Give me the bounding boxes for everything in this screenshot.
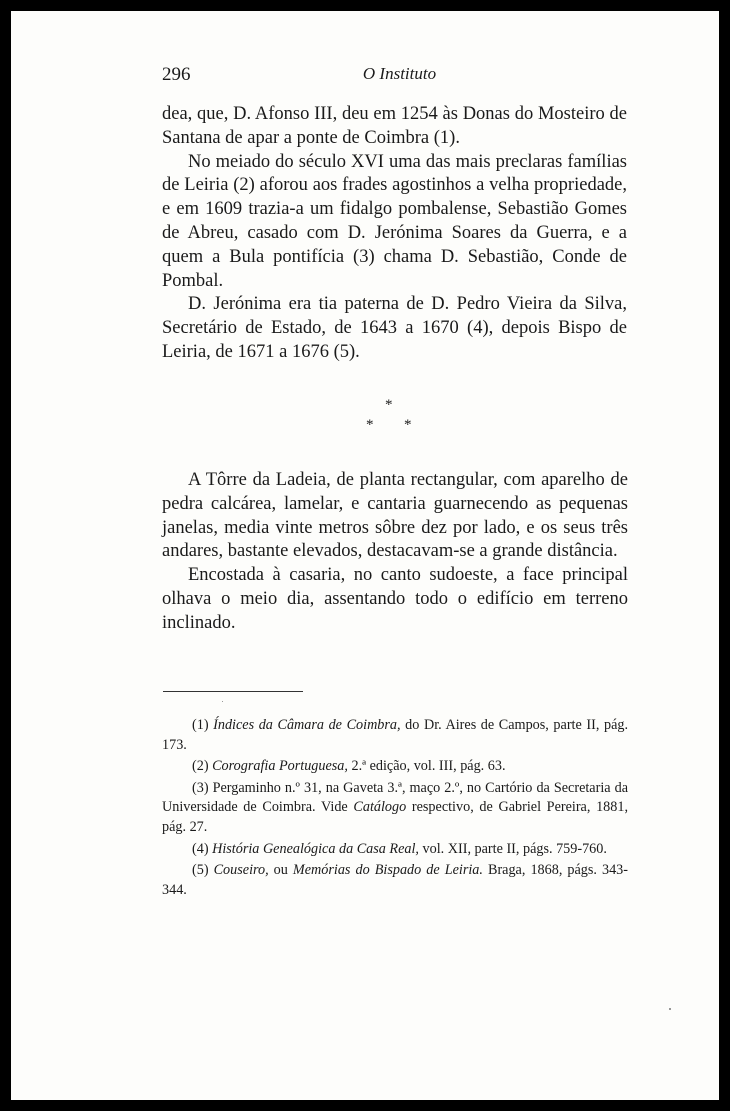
book-page [11,11,719,1100]
footnote [162,861,628,900]
footnote-marker: (3) [192,779,209,796]
paragraph-orientation: Encostada à casaria, no canto sudoeste, a face principal olhava o meio dia, assentando todo o edifício em terreno inclinado. [162,565,628,633]
section-asterism [366,397,416,443]
asterism-star: * [404,417,412,433]
page-number: 296 [162,64,191,85]
footnote-text: vol. XII, parte II, págs. 759-760. [418,840,607,857]
footnote [162,716,628,755]
paragraph-tower: A Tôrre da Ladeia, de planta rectangular, com aparelho de pedra calcárea, lamelar, e cantaria guarnecendo as pequenas janelas, media vinte metros sôbre dez por lado, e os seus três andares, bastante elevados, destacavam-se a grande distância. [162,470,628,562]
footnote-title: Corografia Portuguesa, [212,758,348,775]
paper-speck [222,701,223,702]
footnote-title: Catálogo [353,799,407,816]
footnote [162,757,628,777]
running-title: O Instituto [362,64,437,83]
footnote-divider [163,691,303,692]
paragraph-continuation: dea, que, D. Afonso III, deu em 1254 às Donas do Mosteiro de Santana de apar a ponte de Coimbra (1). [162,104,627,148]
footnote-text: respectivo, de Gabriel Pereira, 1881, pág. 27. [162,799,628,835]
footnote [162,779,628,838]
footnote-title: Memórias do Bispado de Leiria. [292,862,483,879]
page-header [162,64,637,94]
footnote-marker: (1) [192,717,209,733]
footnote-text: 2.ª edição, vol. III, pág. 63. [347,758,506,775]
footnote-title: Índices da Câmara de Coimbra, [213,717,401,733]
footnote-marker: (2) [192,758,209,775]
asterism-star: * [385,397,393,413]
footnote-marker: (5) [192,862,209,879]
footnote-title: Couseiro, [213,862,269,879]
paper-speck [669,1008,671,1010]
footnote-text: do Dr. Aires de Campos, parte II, pág. 173. [162,717,629,753]
paragraph-jeronima: D. Jerónima era tia paterna de D. Pedro Vieira da Silva, Secretário de Estado, de 1643 a 1670 (4), depois Bispo de Leiria, de 1671 a 1676 (5). [162,294,627,362]
footnote-text: Pergaminho n.º 31, na Gaveta 3.ª, maço 2.º, no Cartório da Secretaria da Universidade de Coimbra. Vide [162,779,628,816]
footnote-text: Braga, 1868, págs. 343-344. [162,862,629,898]
footnote-title: História Genealógica da Casa Real, [212,840,419,857]
paragraph-family: No meiado do século XVI uma das mais preclaras famílias de Leiria (2) aforou aos frades agostinhos a velha propriedade, e em 1609 trazia-a um fidalgo pombalense, Sebastião Gomes de Abreu, casado com D. Jerónima Soares da Guerra, e a quem a Bula pontifícia (3) chama D. Sebastião, Conde de Pombal. [162,151,627,291]
footnotes [162,716,628,902]
footnote-marker: (4) [192,840,209,857]
footnote [162,840,628,860]
body-text-upper [162,103,627,365]
footnote-text: ou [268,862,293,879]
asterism-star: * [366,417,374,433]
body-text-lower [162,469,628,636]
